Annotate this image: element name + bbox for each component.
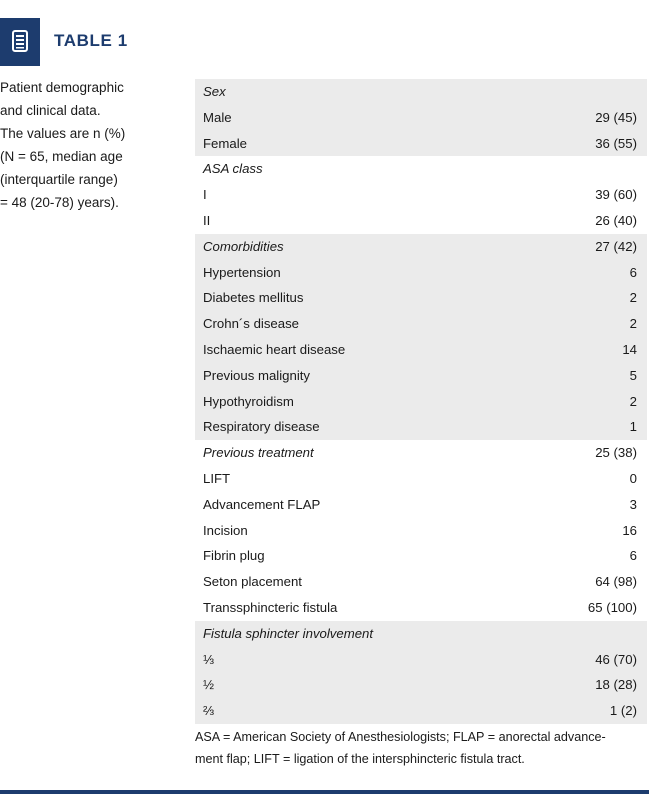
caption-line: The values are n (%) <box>0 126 126 141</box>
row-label: Hypothyroidism <box>203 393 294 409</box>
table-section-row <box>195 621 647 647</box>
caption-line: (interquartile range) <box>0 172 118 187</box>
row-label: Hypertension <box>203 264 281 280</box>
row-label: Fistula sphincter involvement <box>203 625 374 641</box>
row-label: Seton placement <box>203 574 302 590</box>
row-value: 18 (28) <box>595 677 637 693</box>
row-label: ASA class <box>203 161 263 177</box>
row-value: 36 (55) <box>595 135 637 151</box>
row-value: 2 <box>629 316 637 332</box>
row-value: 25 (38) <box>595 445 637 461</box>
row-label: Ischaemic heart disease <box>203 341 346 357</box>
table-row <box>195 414 647 440</box>
row-label: II <box>203 212 211 228</box>
row-label: ⅓ <box>203 651 214 667</box>
row-label: Transsphincteric fistula <box>203 599 338 615</box>
caption-line: and clinical data. <box>0 103 101 118</box>
row-label: I <box>203 187 207 203</box>
row-label: Previous malignity <box>203 367 311 383</box>
row-label: Female <box>203 135 247 151</box>
row-label: Sex <box>203 84 226 99</box>
row-value: 39 (60) <box>595 187 637 203</box>
row-label: Male <box>203 109 232 125</box>
row-label: Crohn´s disease <box>203 316 300 332</box>
row-value: 29 (45) <box>595 109 637 125</box>
row-value: 2 <box>629 290 637 306</box>
table-section-row <box>195 156 647 182</box>
row-value: 46 (70) <box>595 651 637 667</box>
row-label: Diabetes mellitus <box>203 290 304 306</box>
table-row <box>195 492 647 518</box>
table-row <box>195 698 647 724</box>
table-row <box>195 647 647 673</box>
row-label: LIFT <box>203 470 231 486</box>
row-label: ½ <box>203 677 214 693</box>
caption-line: Patient demographic <box>0 80 124 95</box>
table-row <box>195 182 647 208</box>
table-section-row <box>195 79 647 105</box>
row-value: 6 <box>629 548 637 564</box>
table-row <box>195 131 647 157</box>
row-value: 0 <box>629 470 637 486</box>
row-value: 16 <box>622 522 637 538</box>
row-label: Fibrin plug <box>203 548 265 564</box>
row-value: 65 (100) <box>587 599 637 615</box>
row-value: 64 (98) <box>595 574 637 590</box>
row-label: Advancement FLAP <box>203 496 321 512</box>
caption-line: (N = 65, median age <box>0 149 123 164</box>
bottom-rule <box>0 790 649 794</box>
row-label: Comorbidities <box>203 238 284 254</box>
table-row <box>195 260 647 286</box>
table-row <box>195 672 647 698</box>
header-icon-box <box>0 18 40 66</box>
row-value: 1 (2) <box>609 703 637 719</box>
row-value: 14 <box>622 341 637 357</box>
table-row <box>195 569 647 595</box>
table-row <box>195 208 647 234</box>
footnote-line: ment flap; LIFT = ligation of the intersphincteric fistula tract. <box>195 752 525 766</box>
row-label: ⅔ <box>203 703 214 719</box>
table-row <box>195 311 647 337</box>
table-caption <box>0 76 160 214</box>
table-row <box>195 285 647 311</box>
row-label: Previous treatment <box>203 445 314 461</box>
table-header <box>0 18 649 66</box>
table-row <box>195 466 647 492</box>
row-value: 1 <box>629 419 637 435</box>
data-table <box>195 79 647 724</box>
footnote-line: ASA = American Society of Anesthesiologists; FLAP = anorectal advance- <box>195 730 606 744</box>
table-section-row <box>195 440 647 466</box>
table-row <box>195 518 647 544</box>
table-footnote <box>195 726 635 770</box>
table-row <box>195 543 647 569</box>
table-title: TABLE 1 <box>54 31 128 50</box>
table-row <box>195 105 647 131</box>
row-value: 6 <box>629 264 637 280</box>
table-row <box>195 363 647 389</box>
table-row <box>195 595 647 621</box>
row-value: 26 (40) <box>595 212 637 228</box>
row-label: Incision <box>203 522 248 538</box>
row-value: 2 <box>629 393 637 409</box>
row-value: 5 <box>629 367 637 383</box>
row-label: Respiratory disease <box>203 419 320 435</box>
table-row <box>195 389 647 415</box>
table-row <box>195 337 647 363</box>
caption-line: = 48 (20-78) years). <box>0 195 119 210</box>
table-section-row <box>195 234 647 260</box>
row-value: 27 (42) <box>595 238 637 254</box>
row-value: 3 <box>629 496 637 512</box>
